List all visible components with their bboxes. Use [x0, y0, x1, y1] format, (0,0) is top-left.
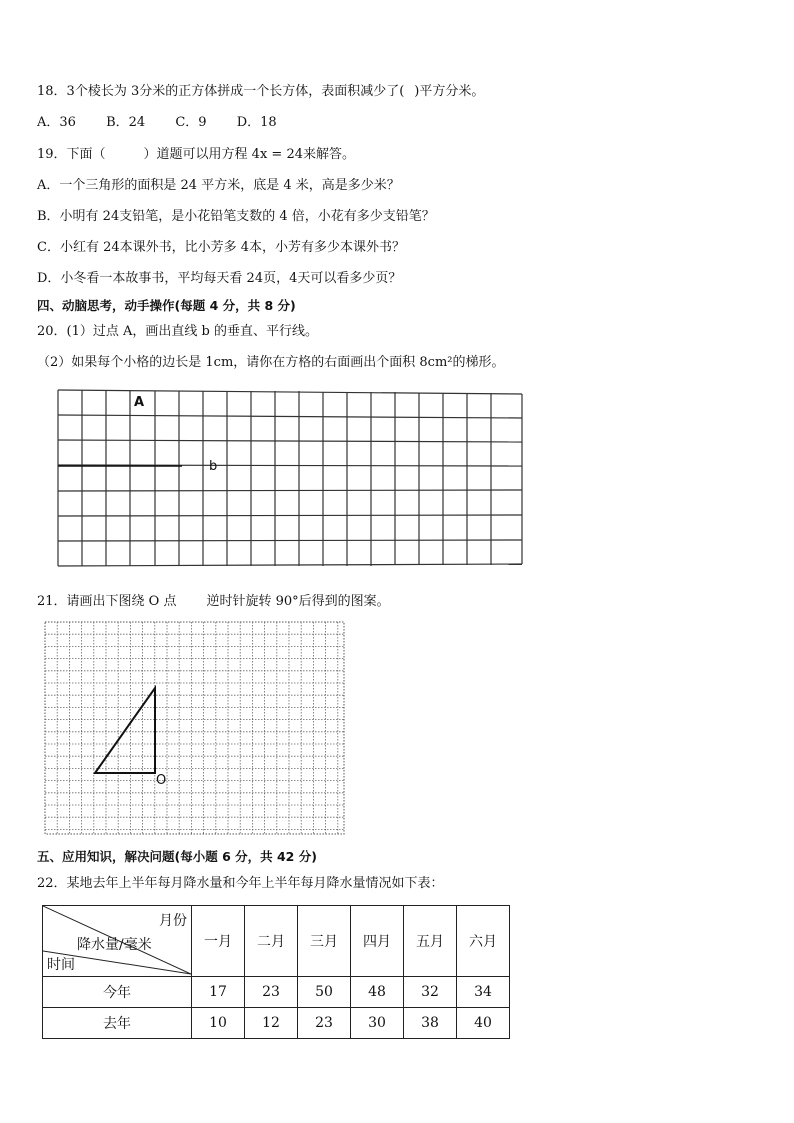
section4-title: 四、动脑思考，动手操作(每题 4 分，共 8 分) [37, 298, 296, 313]
q18-option-a[interactable]: A．36 [37, 115, 76, 130]
q18-text-before: 18．3个棱长为 3分米的正方体拼成一个长方体，表面积减少了( [37, 84, 405, 99]
table-cell: 17 [192, 977, 245, 1008]
q18-option-c[interactable]: C．9 [175, 115, 207, 130]
month-feb: 二月 [245, 906, 298, 977]
row-label-this-year: 今年 [43, 977, 192, 1008]
q20-part1: 20．(1）过点 A，画出直线 b 的垂直、平行线。 [37, 324, 318, 339]
table-row [43, 1008, 510, 1039]
table-cell: 30 [351, 1008, 404, 1039]
q18-option-b[interactable]: B．24 [106, 115, 146, 130]
table-cell: 23 [298, 1008, 351, 1039]
table-cell: 32 [404, 977, 457, 1008]
month-jun: 六月 [457, 906, 510, 977]
table-cell: 40 [457, 1008, 510, 1039]
q18-option-d[interactable]: D．18 [236, 115, 277, 130]
q19-stem-after: ）道题可以用方程 4x = 24来解答。 [143, 147, 355, 162]
q19-option-b[interactable]: B．小明有 24支铅笔，是小花铅笔支数的 4 倍，小花有多少支铅笔？ [37, 209, 435, 224]
table-cell: 38 [404, 1008, 457, 1039]
table-cell: 50 [298, 977, 351, 1008]
rainfall-table [42, 905, 510, 1039]
q22-stem: 22．某地去年上半年每月降水量和今年上半年每月降水量情况如下表： [37, 876, 444, 891]
q19-option-d[interactable]: D．小冬看一本故事书，平均每天看 24页，4天可以看多少页？ [37, 271, 402, 286]
q19-option-c[interactable]: C．小红有 24本课外书，比小芳多 4本，小芳有多少本课外书？ [37, 240, 406, 255]
table-cell: 48 [351, 977, 404, 1008]
q19-stem [37, 147, 355, 163]
q21-text-after: 逆时针旋转 90°后得到的图案。 [206, 594, 390, 609]
header-rain: 降水量/毫米 [77, 937, 152, 953]
table-cell: 34 [457, 977, 510, 1008]
q21-stem [37, 594, 390, 610]
q21-text-before: 21．请画出下图绕 O 点 [37, 594, 177, 609]
q21-triangle [95, 688, 155, 773]
table-cell: 23 [245, 977, 298, 1008]
month-mar: 三月 [298, 906, 351, 977]
section5-title: 五、应用知识，解决问题(每小题 6 分，共 42 分) [37, 849, 317, 864]
point-a-label: A [134, 395, 145, 410]
table-header-diagonal [43, 906, 192, 977]
q20-part2: （2）如果每个小格的边长是 1cm，请你在方格的右面画出个面积 8cm²的梯形。 [37, 355, 505, 370]
table-cell: 12 [245, 1008, 298, 1039]
table-cell: 10 [192, 1008, 245, 1039]
month-may: 五月 [404, 906, 457, 977]
q18-stem [37, 84, 484, 100]
q18-options [37, 115, 303, 131]
month-apr: 四月 [351, 906, 404, 977]
line-b-label: b [209, 459, 218, 474]
q19-stem-before: 19．下面（ [37, 147, 106, 162]
row-label-last-year: 去年 [43, 1008, 192, 1039]
table-row [43, 977, 510, 1008]
point-o-label: O [156, 773, 167, 788]
q18-text-after: )平方分米。 [414, 84, 485, 99]
header-time: 时间 [47, 957, 75, 973]
month-jan: 一月 [192, 906, 245, 977]
q19-option-a[interactable]: A．一个三角形的面积是 24 平方米，底是 4 米，高是多少米？ [37, 178, 400, 193]
header-month: 月份 [159, 913, 187, 929]
